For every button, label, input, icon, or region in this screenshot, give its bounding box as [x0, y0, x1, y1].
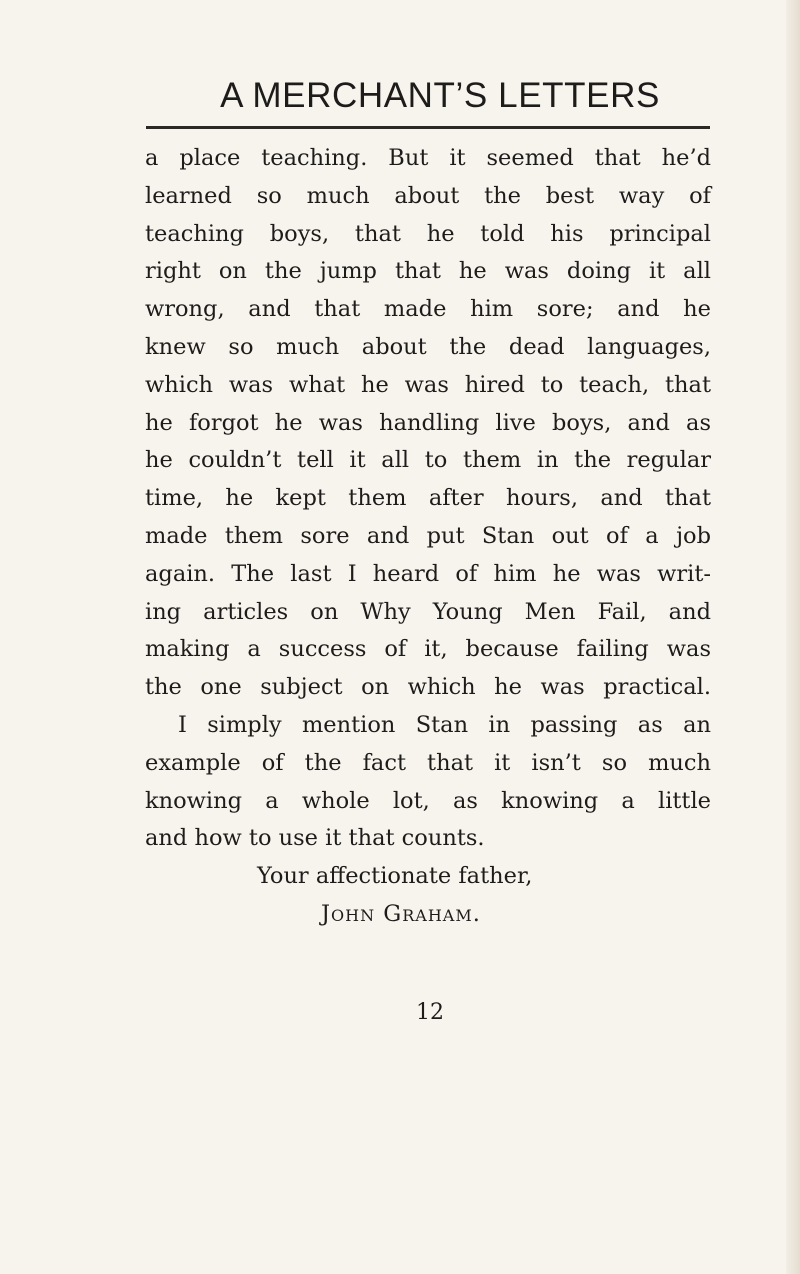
text-line: a place teaching. But it seemed that he’d: [145, 145, 711, 171]
text-line: and how to use it that counts.: [145, 825, 485, 852]
text-line: which was what he was hired to teach, that: [145, 371, 711, 398]
page-edge-shadow: [786, 0, 800, 1274]
text-line: right on the jump that he was doing it all: [145, 258, 711, 285]
text-line: learned so much about the best way of: [145, 182, 711, 209]
text-line: making a success of it, because failing was: [145, 636, 711, 663]
running-head: A MERCHANT’S LETTERS: [220, 76, 660, 115]
text-line: ing articles on Why Young Men Fail, and: [145, 598, 711, 625]
letter-closing: Your affectionate father,: [257, 863, 533, 890]
letter-body: [145, 140, 711, 934]
text-line: made them sore and put Stan out of a job: [145, 522, 711, 549]
header-rule: [146, 126, 710, 129]
text-line: he couldn’t tell it all to them in the regular: [145, 447, 711, 474]
text-line: wrong, and that made him sore; and he: [145, 296, 711, 323]
page-number: 12: [416, 1000, 444, 1025]
text-line: knew so much about the dead languages,: [145, 333, 711, 360]
text-line: teaching boys, that he told his principal: [145, 220, 711, 247]
text-line: the one subject on which he was practical.: [145, 674, 711, 701]
paragraph-start-line: I simply mention Stan in passing as an: [178, 711, 711, 738]
text-line: knowing a whole lot, as knowing a little: [145, 787, 711, 814]
text-line: he forgot he was handling live boys, and as: [145, 409, 711, 436]
text-line: again. The last I heard of him he was writ-: [145, 560, 711, 587]
letter-signature: John Graham.: [321, 900, 481, 927]
text-line: example of the fact that it isn’t so much: [145, 749, 711, 776]
text-line: time, he kept them after hours, and that: [145, 485, 711, 512]
